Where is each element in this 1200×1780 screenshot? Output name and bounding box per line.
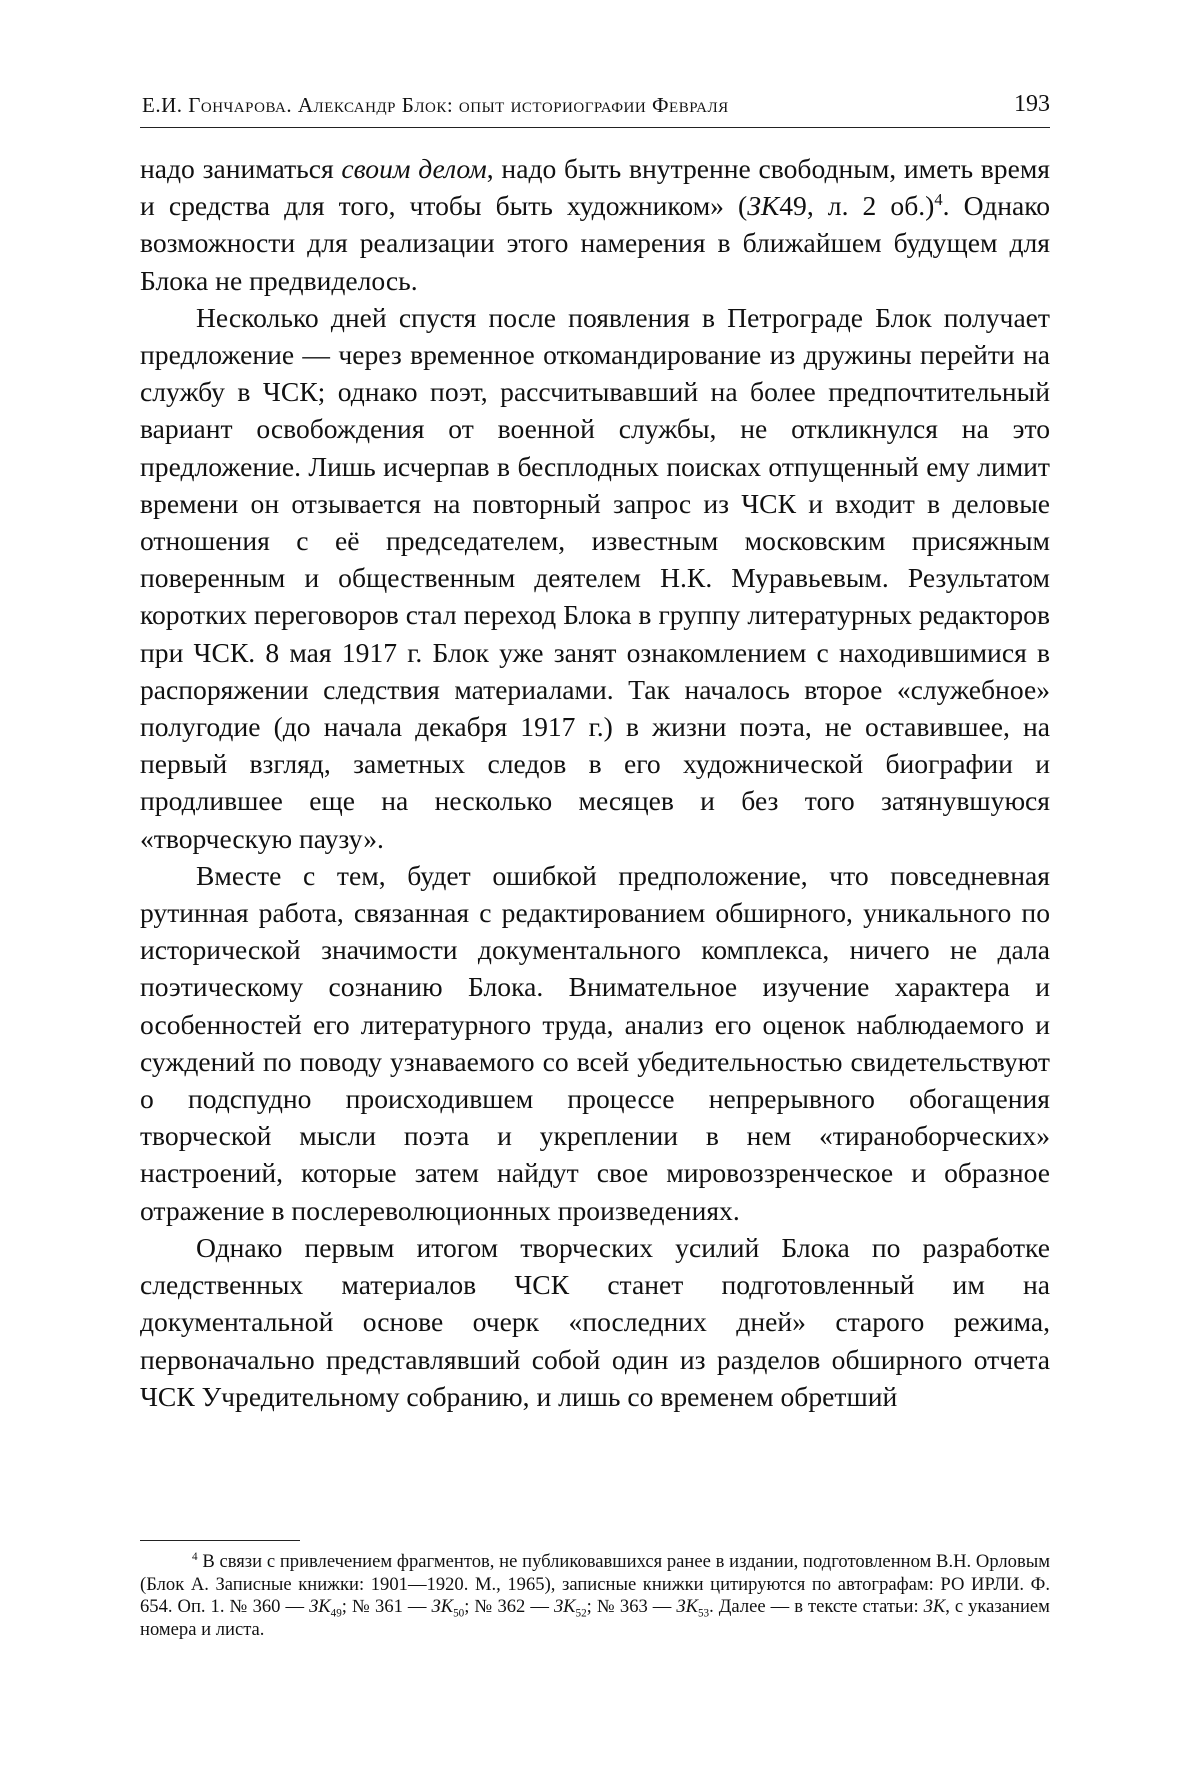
footnote-marker: 4 bbox=[192, 1550, 198, 1563]
page-number: 193 bbox=[1014, 91, 1050, 117]
article-body bbox=[140, 150, 1050, 1415]
footnote-zk-abbrev: ЗК bbox=[553, 1596, 576, 1618]
running-head-title: Е.И. Гончарова. Александр Блок: опыт историографии Февраля bbox=[142, 93, 729, 117]
footnote-text bbox=[140, 1551, 1050, 1642]
footnote-subscript-53: 53 bbox=[697, 1608, 710, 1621]
footnote-text-f: , с указанием номера и листа. bbox=[140, 1596, 1050, 1641]
footnote-text-d: ; № 363 — bbox=[586, 1596, 677, 1618]
paragraph-1-text-c: . Однако возможности для реализации этого намерения в ближайшем будущем для Блока не предвиделось. bbox=[140, 190, 1051, 296]
footnote-subscript-50: 50 bbox=[453, 1608, 465, 1621]
footnote-zk-abbrev: ЗК bbox=[676, 1596, 698, 1618]
paragraph-1 bbox=[140, 150, 1050, 299]
paragraph-1-italic-phrase: своим делом bbox=[341, 153, 487, 184]
footnote-zk-abbrev: ЗК bbox=[309, 1596, 331, 1618]
footnote-4 bbox=[140, 1551, 1050, 1642]
footnote-subscript-49: 49 bbox=[330, 1608, 342, 1621]
paragraph-1-citation: 49, л. 2 об.) bbox=[779, 190, 935, 222]
footnote-text-b: ; № 361 — bbox=[341, 1596, 432, 1618]
paragraph-1-text-a: надо заниматься bbox=[140, 153, 342, 184]
running-head bbox=[140, 91, 1050, 128]
footnote-text-c: ; № 362 — bbox=[464, 1596, 554, 1618]
paragraph-3: Вместе с тем, будет ошибкой предположение, что повседневная рутинная работа, связанная с редактированием обширного, уникального по исторической значимости документального комплекса, ничего не дала поэтическому сознанию Блока. Внимательное изучение характера и особенностей его литературного труда, анализ его оценок наблюдаемого и суждений по поводу узнаваемого со всей убедительностью свидетельствуют о подспудно происходившем процессе непрерывного обогащения творческой мысли поэта и укреплении в нем «тираноборческих» настроений, которые затем найдут свое мировоззренческое и образное отражение в послереволюционных произведениях. bbox=[140, 859, 1050, 1226]
footnote-text-a: В связи с привлечением фрагментов, не публиковавшихся ранее в издании, подготовленном В.Н. Орловым (Блок А. Записные книжки: 1901—1920. М., 1965), записные книжки цитируются по автографам: РО ИРЛИ. Ф. 654. Оп. 1. № 360 — bbox=[140, 1551, 1050, 1618]
paragraph-4: Однако первым итогом творческих усилий Блока по разработке следственных материалов ЧСК станет подготовленный им на документальной основе очерк «последних дней» старого режима, первоначально представлявший собой один из разделов обширного отчета ЧСК Учредительному собранию, и лишь со временем обретший bbox=[140, 1231, 1050, 1412]
footnote-text-e: . Далее — в тексте статьи: bbox=[709, 1596, 924, 1618]
paragraph-1-text-b: , надо быть внутренне свободным, иметь время и средства для того, чтобы быть художником» ( bbox=[140, 153, 1051, 222]
footnote-reference-4[interactable]: 4 bbox=[934, 190, 943, 210]
footnote-subscript-52: 52 bbox=[575, 1608, 587, 1621]
footnote-zk-abbrev: ЗК bbox=[923, 1596, 946, 1618]
paragraph-1-zk-abbrev: ЗК bbox=[747, 190, 780, 222]
footnote-separator bbox=[140, 1540, 300, 1541]
paragraph-2: Несколько дней спустя после появления в Петрограде Блок получает предложение — через временное откомандирование из дружины перейти на службу в ЧСК; однако поэт, рассчитывавший на более предпочтительный вариант освобождения от военной службы, не откликнулся на это предложение. Лишь исчерпав в бесплодных поисках отпущенный ему лимит времени он отзывается на повторный запрос из ЧСК и входит в деловые отношения с её председателем, известным московским присяжным поверенным и общественным деятелем Н.К. Муравьевым. Результатом коротких переговоров стал переход Блока в группу литературных редакторов при ЧСК. 8 мая 1917 г. Блок уже занят ознакомлением с находившимися в распоряжении следствия материалами. Так началось второе «служебное» полугодие (до начала декабря 1917 г.) в жизни поэта, не оставившее, на первый взгляд, заметных следов в его художнической биографии и продлившее еще на несколько месяцев и без того затянувшуюся «творческую паузу». bbox=[140, 301, 1050, 854]
footnote-zk-abbrev: ЗК bbox=[431, 1596, 454, 1618]
